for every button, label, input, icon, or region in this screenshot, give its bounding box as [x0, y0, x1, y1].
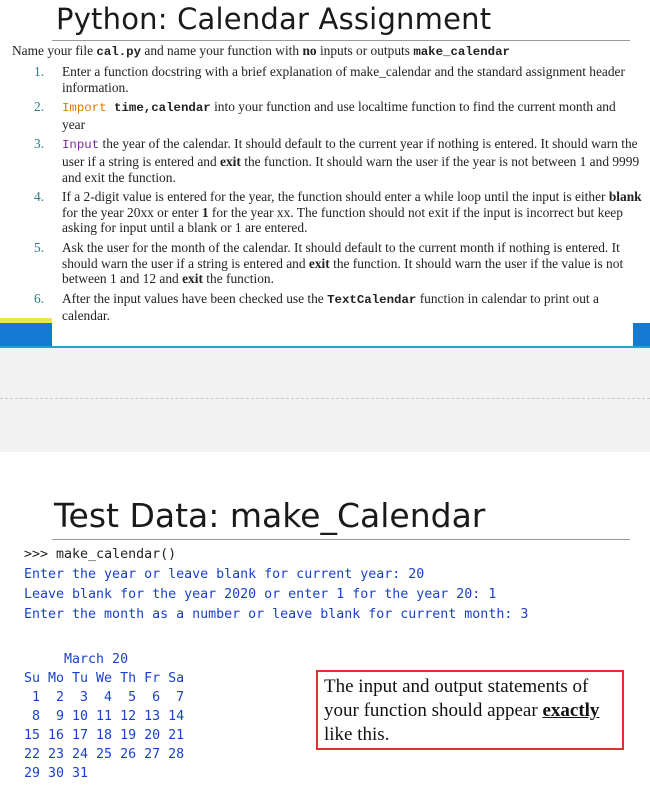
intro-function-name: make_calendar — [413, 45, 510, 59]
page-break-divider — [0, 398, 650, 399]
item-text: the function. It should warn the user if the year is not between 1 and 9999 and exit the function. — [62, 153, 640, 185]
slide-gap — [0, 348, 650, 452]
intro-filename: cal.py — [96, 45, 142, 59]
item-code: time,calendar — [106, 101, 211, 116]
callout-emphasis: exactly — [542, 700, 600, 721]
console-line: Enter the month as a number or leave blank for current month: 3 — [24, 607, 529, 622]
list-item — [0, 64, 650, 95]
title-divider — [52, 40, 630, 41]
item-emphasis: exit — [220, 153, 241, 169]
item-number: 2. — [34, 99, 45, 115]
callout-box — [316, 670, 624, 750]
calendar-week: 22 23 24 25 26 27 28 — [24, 747, 185, 762]
callout-text-1: The input and output statements of your function should appear — [324, 676, 589, 721]
callout-text-2: like this. — [324, 724, 390, 745]
console-output — [24, 545, 528, 625]
console-line: Leave blank for the year 2020 or enter 1 for the year 20: 1 — [24, 587, 497, 602]
item-emphasis: blank — [608, 189, 642, 205]
item-text: into your function and use localtime function to find the current month and year — [62, 99, 616, 132]
intro-no: no — [302, 43, 317, 58]
calendar-day-names: Su Mo Tu We Th Fr Sa — [24, 671, 185, 686]
slide-title: Python: Calendar Assignment — [56, 2, 492, 36]
item-text: After the input values have been checked use the — [62, 290, 328, 306]
title-divider — [52, 539, 630, 540]
item-text: for the year xx. The function should not exit if the input is incorrect but keep asking for input until a blank or 1 are entered. — [62, 204, 623, 236]
slide-title: Test Data: make_Calendar — [54, 496, 486, 535]
list-item — [0, 136, 650, 185]
intro-text-3: inputs or outputs — [316, 43, 414, 58]
console-line: Enter the year or leave blank for current year: 20 — [24, 567, 425, 582]
item-text: Enter a function docstring with a brief explanation of make_calendar and the standard assignment header information. — [62, 64, 625, 95]
calendar-week: 29 30 31 — [24, 766, 89, 781]
item-text: If a 2-digit value is entered for the year, the function should enter a while loop until the input is either — [62, 189, 609, 205]
item-text: the function. — [202, 271, 274, 287]
item-number: 4. — [34, 189, 45, 205]
item-number: 5. — [34, 239, 45, 255]
item-number: 1. — [34, 64, 45, 79]
calendar-week: 8 9 10 11 12 13 14 — [24, 709, 185, 724]
assignment-slide — [0, 0, 650, 348]
item-emphasis: exit — [308, 255, 330, 271]
item-emphasis: 1 — [201, 204, 209, 220]
item-text: function in calendar to print out a calendar. — [62, 290, 599, 324]
calendar-week: 1 2 3 4 5 6 7 — [24, 690, 185, 705]
list-item — [0, 291, 650, 324]
item-text: the year of the calendar. It should default to the current year if nothing is entered. It should warn the user if a string is entered and — [62, 136, 638, 169]
item-code: TextCalendar — [327, 292, 417, 307]
list-item — [0, 99, 650, 132]
item-text: Ask the user for the month of the calendar. It should default to the current month if nothing is entered. It should warn the user if a string is entered and — [62, 239, 620, 271]
item-number: 3. — [34, 136, 45, 152]
console-prompt: >>> — [24, 547, 57, 562]
intro-text-2: and name your function with — [141, 43, 303, 58]
intro-text-1: Name your file — [12, 43, 97, 58]
item-keyword: Input — [62, 138, 100, 153]
accent-bar-blue-left — [0, 323, 52, 348]
calendar-header: March 20 — [24, 652, 129, 667]
item-text: for the year 20xx or enter — [62, 204, 202, 220]
accent-bar-blue-right — [633, 323, 650, 348]
item-emphasis: exit — [182, 271, 203, 287]
console-call: make_calendar() — [56, 547, 177, 562]
calendar-output — [24, 650, 184, 783]
item-number: 6. — [34, 290, 45, 306]
intro-line — [12, 43, 510, 59]
calendar-week: 15 16 17 18 19 20 21 — [24, 728, 185, 743]
item-keyword: Import — [62, 101, 107, 116]
item-text: the function. It should warn the user if the value is not between 1 and 12 and — [62, 255, 624, 287]
instruction-list — [0, 64, 650, 328]
list-item — [0, 189, 650, 236]
list-item — [0, 240, 650, 287]
